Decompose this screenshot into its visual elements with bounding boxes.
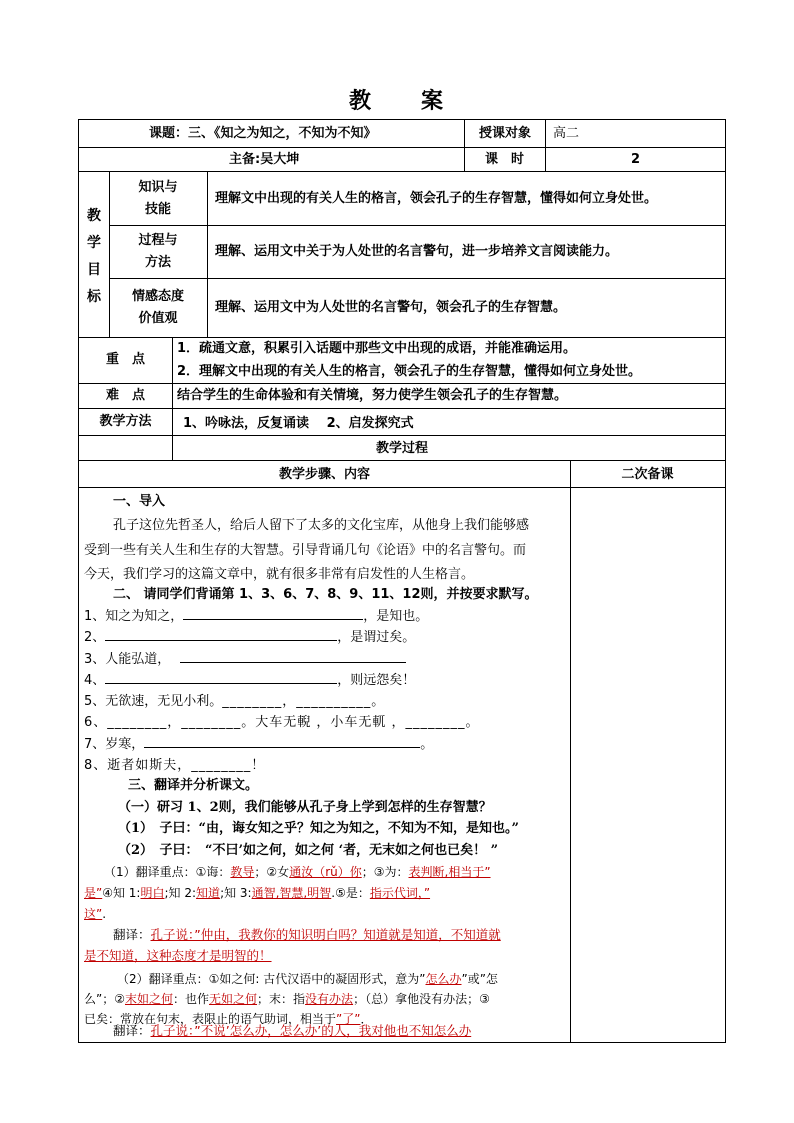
hours-label: 课 时: [485, 152, 525, 167]
dictation-item: 8、逝者如斯夫，________！: [84, 758, 266, 773]
topic-label: 课题：三、《知之为知之，不知为不知》: [149, 126, 377, 141]
dictation-item: 7、岁寒， 。: [84, 734, 433, 756]
dictation-item: 4、 ，则远怨矣！: [84, 670, 415, 692]
translation-notes: 么”；②末如之何：也作无如之何；末：指没有办法；（总）拿他没有办法；③: [84, 992, 490, 1006]
objective-content: 理解、运用文中关于为人处世的名言警句，进一步培养文言阅读能力。: [215, 244, 619, 259]
objective-label: 情感态度 价值观: [131, 289, 184, 326]
section-3-title: 三、翻译并分析课文。: [128, 778, 259, 793]
quote-line: （2） 子曰： “不曰’如之何，如之何 ‘者，无末如之何也已矣！ ”: [118, 843, 499, 858]
translation-notes: （2）翻译重点：①如之何: 古代汉语中的凝固形式，意为”怎么办”或”怎: [117, 972, 498, 986]
objectives-label: 教 学 目 标: [87, 208, 101, 305]
quote-line: （1） 子曰：“由，诲女知之乎？知之为知之，不知为不知，是知也。”: [118, 821, 520, 836]
translation-notes: 已矣：常放在句末，表限止的语气助词，相当于”了”．: [84, 1012, 373, 1026]
process-title: 教学过程: [375, 441, 428, 456]
target-value: 高二: [553, 126, 580, 141]
title-char: 教: [348, 88, 373, 114]
document-title: [0, 84, 794, 115]
section-2-title: 二、 请同学们背诵第 1、3、6、7、8、9、11、12则，并按要求默写。: [113, 587, 538, 602]
translation-notes: 是”④知 1:明白;知 2:知道;知 3:通智,智慧,明智.⑤是：指示代词，”: [84, 886, 431, 900]
translation-notes: 这”.: [84, 907, 107, 921]
objective-content: 理解文中出现的有关人生的格言，领会孔子的生存智慧，懂得如何立身处世。: [215, 191, 658, 206]
translation-notes: （1）翻译重点：①诲：教导；②女通汝（rǔ）你；③为：表判断,相当于”: [104, 865, 491, 879]
section-1-title: 一、导入: [113, 494, 166, 509]
paragraph-line: 孔子这位先哲圣人，给后人留下了太多的文化宝库，从他身上我们能够感: [113, 518, 530, 533]
dictation-item: 2、 ，是谓过矣。: [84, 627, 415, 649]
difficulty-label: 难 点: [105, 388, 145, 403]
target-label: 授课对象: [479, 126, 532, 141]
objective-label: 过程与 方法: [138, 233, 178, 270]
translation-text: 翻译：孔子说：”仲由，我教你的知识明白吗？知道就是知道，不知道就: [113, 927, 501, 942]
title-char: 案: [421, 88, 446, 114]
key-point-1: 1．疏通文意，积累引入话题中那些文中出现的成语，并能准确运用。: [177, 341, 577, 356]
process-col-steps: 教学步骤、内容: [278, 467, 370, 482]
subsection-title: （一）研习 1、2则，我们能够从孔子身上学到怎样的生存智慧？: [118, 800, 492, 815]
paragraph-line: 受到一些有关人生和生存的大智慧。引导背诵几句《论语》中的名言警句。而: [84, 543, 527, 558]
objective-label: 知识与 技能: [138, 180, 178, 217]
key-points-label: 重 点: [105, 352, 145, 367]
process-col-notes: 二次备课: [621, 467, 674, 482]
hours-value: 2: [631, 152, 641, 167]
method-content: 1、吟咏法，反复诵读 2、启发探究式: [183, 416, 414, 431]
dictation-item: 5、无欲速，无见小利。________，__________。: [84, 694, 386, 709]
preparer: 主备:吴大坤: [229, 152, 300, 167]
dictation-item: 1、知之为知之， ，是知也。: [84, 606, 428, 628]
method-label: 教学方法: [99, 414, 152, 429]
translation-text: 翻译：孔子说：”不说’怎么办，怎么办’的人，我对他也不知怎么办: [113, 1023, 472, 1038]
objective-content: 理解、运用文中为人处世的名言警句，领会孔子的生存智慧。: [215, 300, 567, 315]
dictation-item: 3、人能弘道，: [84, 649, 406, 671]
translation-text: 是不知道，这种态度才是明智的！: [84, 948, 272, 963]
dictation-item: 6、________，________。大车无輗 ，小车无軏 ，________。: [84, 715, 480, 730]
paragraph-line: 今天，我们学习的这篇文章中，就有很多非常有启发性的人生格言。: [84, 567, 475, 582]
key-point-2: 2．理解文中出现的有关人生的格言，领会孔子的生存智慧，懂得如何立身处世。: [177, 364, 642, 379]
difficulty-content: 结合学生的生命体验和有关情境，努力使学生领会孔子的生存智慧。: [177, 388, 568, 403]
